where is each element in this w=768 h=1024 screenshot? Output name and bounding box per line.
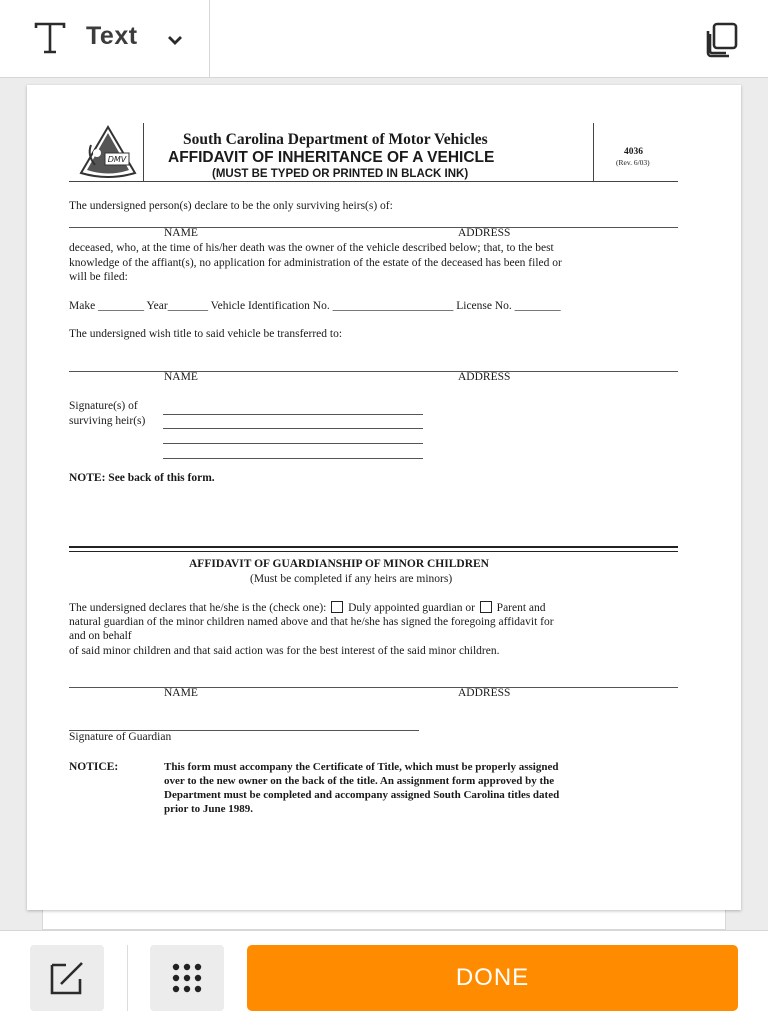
form-number: 4036 [624, 147, 643, 157]
svg-text:DMV: DMV [107, 155, 127, 164]
deceased-name-line[interactable] [69, 227, 678, 228]
mode-label: Text [86, 22, 138, 50]
grid-view-button[interactable] [150, 945, 224, 1011]
parent-checkbox[interactable] [480, 601, 492, 613]
address-label: ADDRESS [458, 687, 511, 699]
deceased-text-3: will be filed: [69, 271, 128, 283]
section-rule-bottom [69, 551, 678, 552]
guardian-declaration-line-4: of said minor children and that said action was for the best interest of the said minor children. [69, 645, 500, 657]
toolbar-divider [127, 945, 128, 1011]
minor-name-line[interactable] [69, 687, 678, 688]
header-divider-right [593, 123, 594, 181]
mode-selector[interactable] [0, 0, 210, 78]
guardian-declaration-c: Parent and [496, 602, 546, 614]
guardian-declaration-b: Duly appointed guardian or [348, 602, 475, 614]
guardian-declaration-line-1 [69, 601, 546, 614]
heir-signature-line-3[interactable] [163, 443, 423, 444]
section-rule-top [69, 546, 678, 548]
transfer-text: The undersigned wish title to said vehicle be transferred to: [69, 328, 343, 340]
notice-line-2: over to the new owner on the back of the title. An assignment form approved by the [164, 775, 555, 787]
grid-icon [150, 945, 224, 1011]
department-name: South Carolina Department of Motor Vehicles [183, 131, 488, 148]
form-revision: (Rev. 6/03) [616, 158, 650, 167]
done-button[interactable]: DONE [247, 945, 738, 1011]
signature-label-2: surviving heir(s) [69, 415, 146, 427]
form-title: AFFIDAVIT OF INHERITANCE OF A VEHICLE [168, 149, 495, 166]
bottom-toolbar [0, 930, 768, 1024]
guardian-subtitle: (Must be completed if any heirs are minors) [250, 573, 453, 585]
deceased-text-1: deceased, who, at the time of his/her death was the owner of the vehicle described below; that, to the best [69, 242, 554, 254]
name-label: NAME [164, 371, 198, 383]
header-divider-left [143, 123, 144, 181]
guardian-declaration-line-2: natural guardian of the minor children named above and that he/she has signed the foregoing affidavit for [69, 616, 554, 628]
edit-icon [30, 945, 104, 1011]
guardian-title: AFFIDAVIT OF GUARDIANSHIP OF MINOR CHILDREN [189, 558, 489, 570]
signature-label-1: Signature(s) of [69, 400, 138, 412]
name-label: NAME [164, 687, 198, 699]
notice-line-1: This form must accompany the Certificate of Title, which must be properly assigned [164, 761, 559, 773]
heirs-intro: The undersigned person(s) declare to be the only surviving heirs(s) of: [69, 200, 393, 212]
top-toolbar [0, 0, 768, 78]
guardian-signature-label: Signature of Guardian [69, 731, 172, 743]
notice-line-3: Department must be completed and accompany assigned South Carolina titles dated [164, 789, 560, 801]
notice-label: NOTICE: [69, 761, 119, 773]
name-label: NAME [164, 227, 198, 239]
notice-line-4: prior to June 1989. [164, 803, 254, 815]
text-tool-icon [30, 18, 70, 58]
guardian-declaration-a: The undersigned declares that he/she is the (check one): [69, 602, 327, 614]
duly-appointed-checkbox[interactable] [331, 601, 343, 613]
edit-button[interactable] [30, 945, 104, 1011]
note-text: NOTE: See back of this form. [69, 472, 215, 484]
document-page[interactable] [27, 85, 741, 910]
dmv-logo [77, 125, 139, 181]
heir-signature-line-2[interactable] [163, 428, 423, 429]
copy-pages-icon[interactable] [702, 20, 742, 60]
address-label: ADDRESS [458, 371, 511, 383]
form-subtitle: (MUST BE TYPED OR PRINTED IN BLACK INK) [212, 168, 469, 180]
heir-signature-line-4[interactable] [163, 458, 423, 459]
header-rule [69, 181, 678, 182]
deceased-text-2: knowledge of the affiant(s), no application for administration of the estate of the deceased has been filed or [69, 257, 562, 269]
address-label: ADDRESS [458, 227, 511, 239]
vehicle-info-line[interactable]: Make ________ Year_______ Vehicle Identification No. _____________________ License No. ________ [69, 300, 561, 312]
transferee-name-line[interactable] [69, 371, 678, 372]
heir-signature-line-1[interactable] [163, 414, 423, 415]
guardian-declaration-line-3: and on behalf [69, 630, 132, 642]
chevron-down-icon[interactable] [165, 30, 185, 50]
